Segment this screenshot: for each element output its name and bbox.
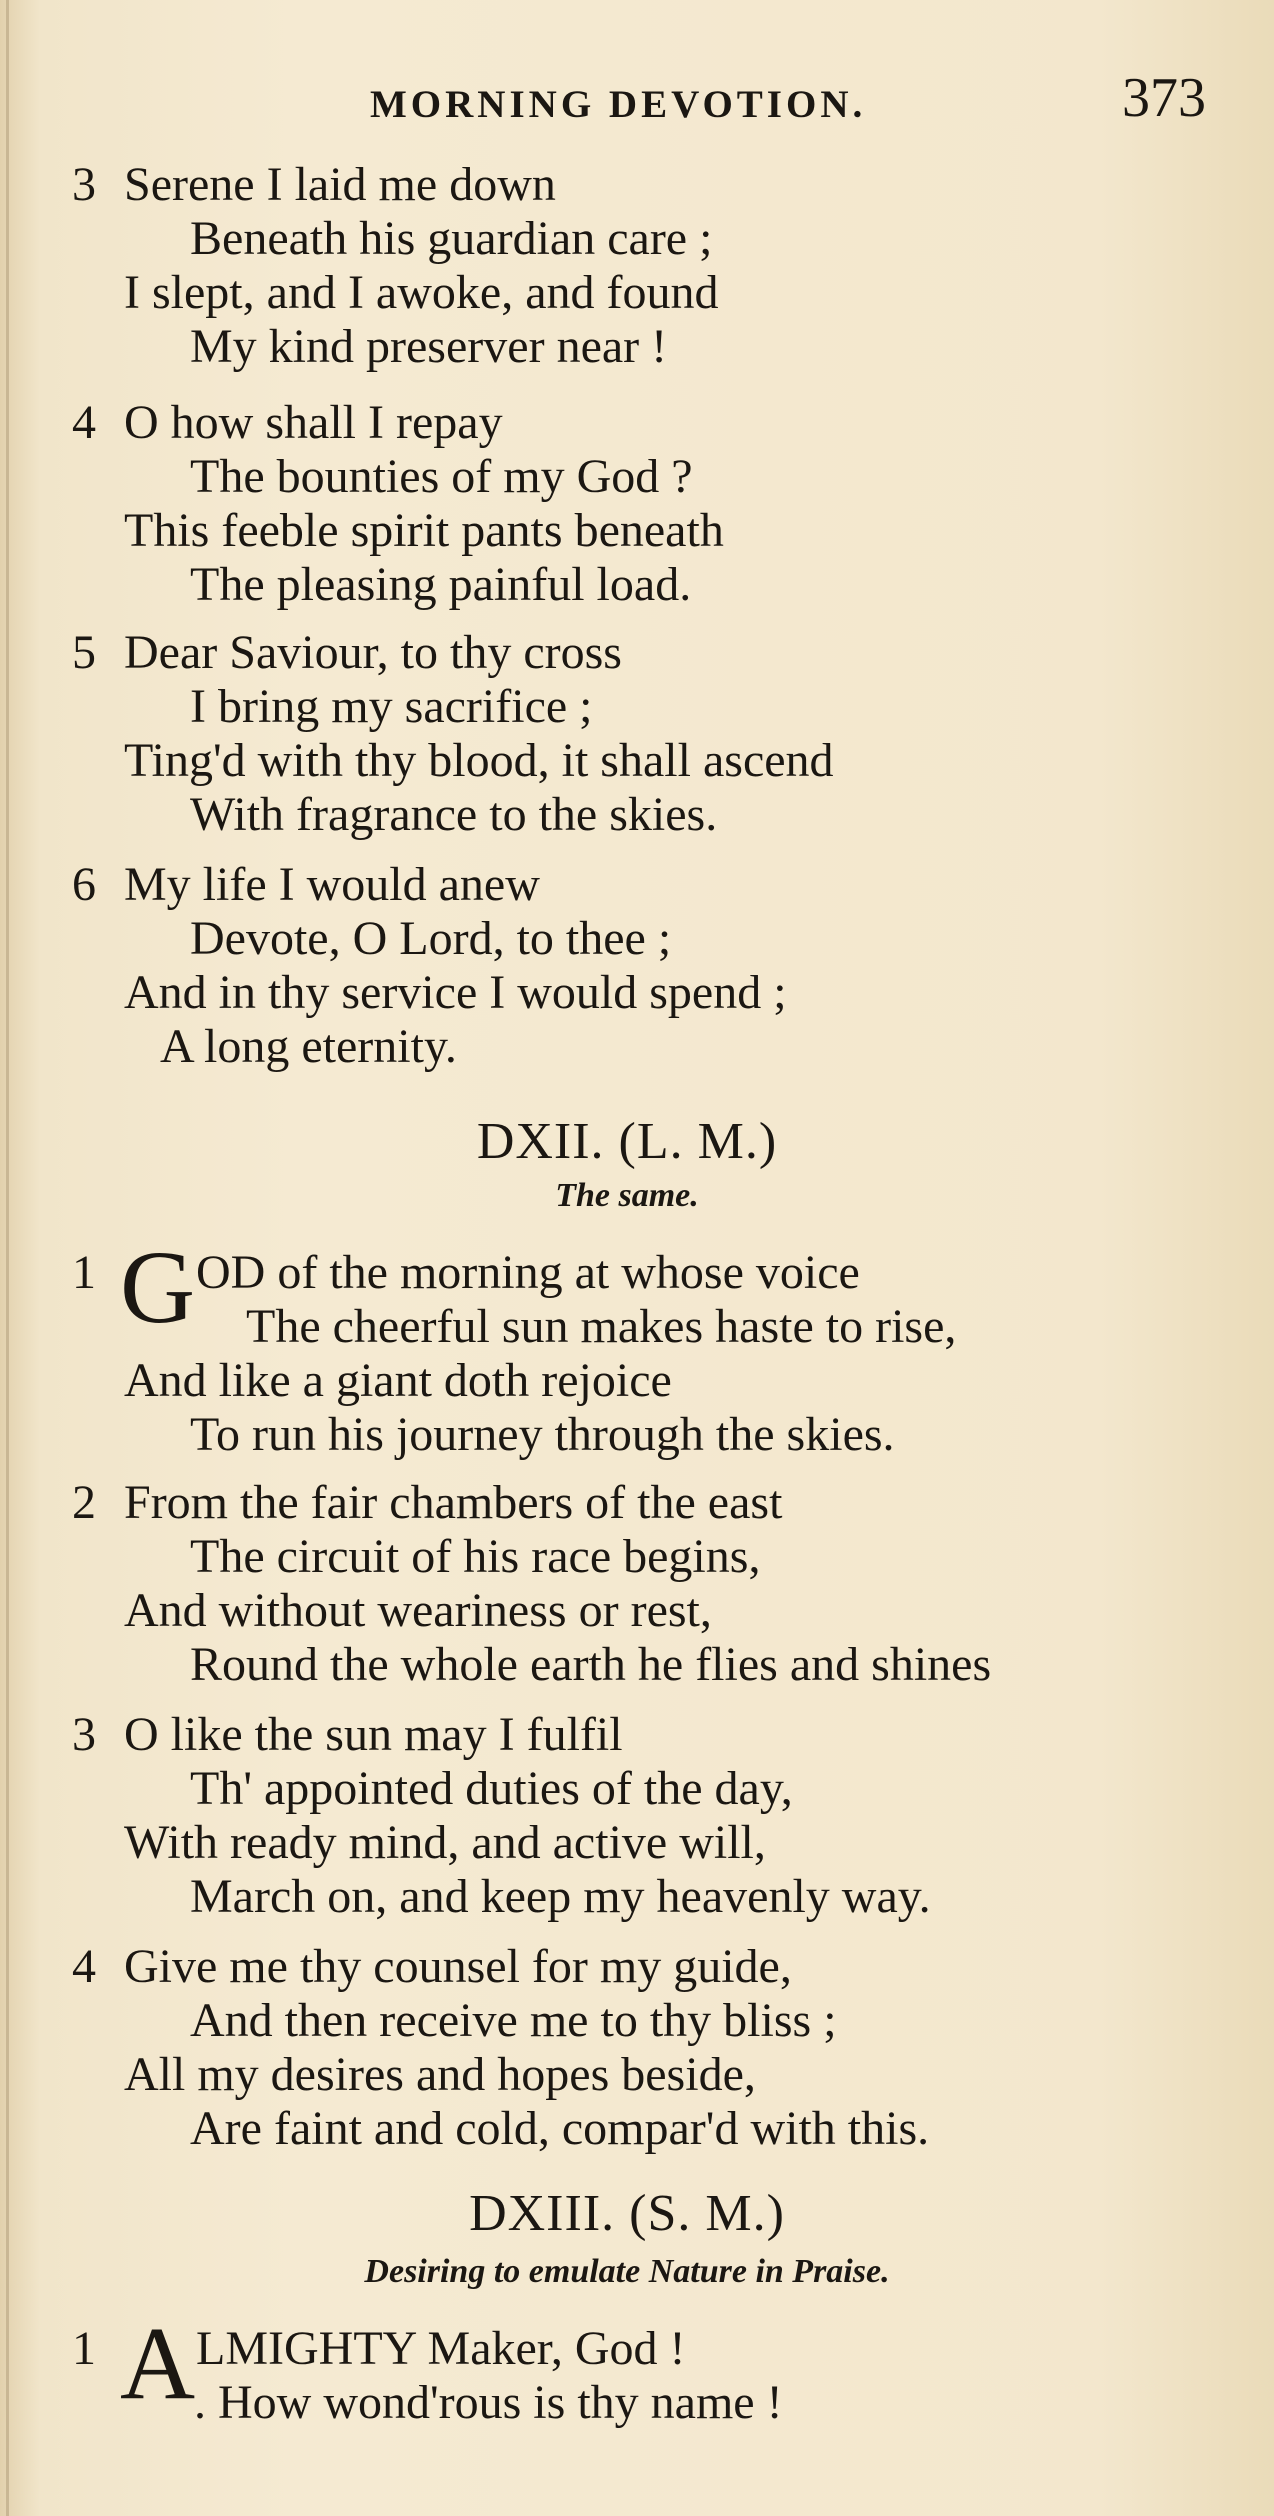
verse-line: Dear Saviour, to thy cross — [124, 626, 622, 679]
hymn-subtitle: Desiring to emulate Nature in Praise. — [364, 2253, 890, 2290]
page-gutter — [6, 0, 9, 2516]
verse-line: And then receive me to thy bliss ; — [190, 1994, 837, 2047]
verse-line: O like the sun may I fulfil — [124, 1708, 623, 1761]
stanza-number: 6 — [72, 858, 96, 911]
verse-line: And without weariness or rest, — [124, 1584, 712, 1637]
verse-line: All my desires and hopes beside, — [124, 2048, 756, 2101]
drop-cap: A — [120, 2306, 196, 2421]
verse-line: And like a giant doth rejoice — [124, 1354, 672, 1407]
verse-line: LMIGHTY Maker, God ! — [196, 2322, 686, 2375]
stanza-number: 3 — [72, 1708, 96, 1761]
verse-line: From the fair chambers of the east — [124, 1476, 783, 1529]
verse-line: Are faint and cold, compar'd with this. — [190, 2102, 930, 2155]
stanza-number: 3 — [72, 158, 96, 211]
page-header — [0, 62, 1274, 132]
hymn-title: DXIII. (S. M.) — [469, 2185, 785, 2242]
verse-line: Devote, O Lord, to thee ; — [190, 912, 672, 965]
verse-line: Round the whole earth he flies and shines — [190, 1638, 992, 1691]
verse-line: Ting'd with thy blood, it shall ascend — [124, 734, 834, 787]
verse-line: To run his journey through the skies. — [190, 1408, 895, 1461]
verse-line: The pleasing painful load. — [190, 558, 692, 611]
verse-line: The bounties of my God ? — [190, 450, 693, 503]
verse-line: I bring my sacrifice ; — [190, 680, 593, 733]
verse-line: Serene I laid me down — [124, 158, 556, 211]
verse-line: O how shall I repay — [124, 396, 503, 449]
verse-line: My life I would anew — [124, 858, 540, 911]
verse-line: And in thy service I would spend ; — [124, 966, 787, 1019]
verse-line: The circuit of his race begins, — [190, 1530, 761, 1583]
verse-line: With fragrance to the skies. — [190, 788, 718, 841]
verse-line: My kind preserver near ! — [190, 320, 668, 373]
verse-line: Th' appointed duties of the day, — [190, 1762, 793, 1815]
hymn-subtitle: The same. — [555, 1177, 699, 1214]
running-head: MORNING DEVOTION. — [370, 83, 867, 126]
verse-line: . How wond'rous is thy name ! — [194, 2376, 783, 2429]
verse-line: This feeble spirit pants beneath — [124, 504, 724, 557]
stanza-number: 1 — [72, 2322, 96, 2375]
page-number: 373 — [1122, 67, 1206, 129]
verse-line: OD of the morning at whose voice — [196, 1246, 860, 1299]
verse-line: The cheerful sun makes haste to rise, — [246, 1300, 957, 1353]
stanza-number: 5 — [72, 626, 96, 679]
hymn-title: DXII. (L. M.) — [476, 1113, 778, 1170]
stanza-number: 4 — [72, 396, 96, 449]
verse-line: Give me thy counsel for my guide, — [124, 1940, 792, 1993]
stanza-number: 2 — [72, 1476, 96, 1529]
verse-line: I slept, and I awoke, and found — [124, 266, 719, 319]
stanza-number: 4 — [72, 1940, 96, 1993]
verse-line: With ready mind, and active will, — [124, 1816, 766, 1869]
stanza-number: 1 — [72, 1246, 96, 1299]
verse-line: March on, and keep my heavenly way. — [190, 1870, 931, 1923]
verse-line: A long eternity. — [160, 1020, 457, 1073]
verse-line: Beneath his guardian care ; — [190, 212, 713, 265]
drop-cap: G — [120, 1230, 196, 1345]
